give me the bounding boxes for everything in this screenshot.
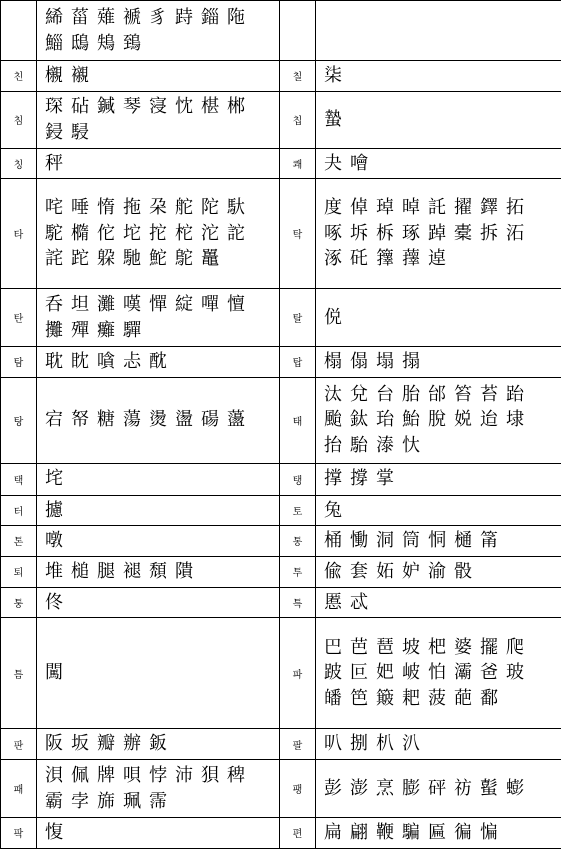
hanja-cell: 噋 bbox=[37, 526, 280, 557]
reading-cell: 쾌 bbox=[280, 148, 316, 179]
reading-cell: 토 bbox=[280, 495, 316, 526]
hanja-cell: 柒 bbox=[316, 61, 561, 92]
hanja-cell: 夬噲 bbox=[316, 148, 561, 179]
table-row bbox=[1, 526, 561, 557]
hanja-cell: 佟 bbox=[37, 587, 280, 618]
table-row bbox=[1, 377, 561, 463]
table-row bbox=[1, 587, 561, 618]
reading-cell: 팍 bbox=[1, 818, 37, 849]
reading-cell: 침 bbox=[1, 91, 37, 148]
reading-cell: 친 bbox=[1, 61, 37, 92]
reading-cell: 탕 bbox=[1, 377, 37, 463]
reading-cell: 팔 bbox=[280, 729, 316, 760]
hanja-cell: 扁翩鞭騙匾徧惼 bbox=[316, 818, 561, 849]
hanja-cell: 榻傝塌搨 bbox=[316, 347, 561, 378]
reading-cell: 칠 bbox=[280, 61, 316, 92]
hanja-cell: 呑坦灘嘆憚綻嘽憻攤殫癱驒 bbox=[37, 289, 280, 347]
reading-cell: 터 bbox=[1, 495, 37, 526]
reading-cell: 판 bbox=[1, 729, 37, 760]
hanja-cell: 浿佩牌唄悖沛狽稗霸孛旆珮霈 bbox=[37, 760, 280, 818]
reading-cell: 탈 bbox=[280, 289, 316, 347]
hanja-cell: 彭澎烹膨砰祊蟚蟛 bbox=[316, 760, 561, 818]
hanja-cell: 慝忒 bbox=[316, 587, 561, 618]
hanja-cell: 蟄 bbox=[316, 91, 561, 148]
reading-cell: 탁 bbox=[280, 179, 316, 289]
hanja-cell: 汰兌台胎邰笞苔跆颱鈦珆鮐脫娧迨埭抬駘溙忕 bbox=[316, 377, 561, 463]
table-row bbox=[1, 463, 561, 495]
reading-cell: 탑 bbox=[280, 347, 316, 378]
hanja-cell: 撑撐掌 bbox=[316, 463, 561, 495]
reading-cell: 태 bbox=[280, 377, 316, 463]
hanja-cell bbox=[316, 1, 561, 61]
hanja-cell: 愎 bbox=[37, 818, 280, 849]
reading-cell: 탱 bbox=[280, 463, 316, 495]
hanja-cell: 侻 bbox=[316, 289, 561, 347]
hanja-cell: 度倬琸晫託擢鐸拓啄坼柝琢踔橐拆沰涿矺籜蘀逴 bbox=[316, 179, 561, 289]
reading-cell: 특 bbox=[280, 587, 316, 618]
hanja-cell: 阪坂瓣辦鈑 bbox=[37, 729, 280, 760]
reading-cell: 패 bbox=[1, 760, 37, 818]
reading-cell: 칭 bbox=[1, 148, 37, 179]
reading-cell: 파 bbox=[280, 618, 316, 729]
reading-cell: 퇴 bbox=[1, 556, 37, 587]
reading-cell: 톤 bbox=[1, 526, 37, 557]
table-row bbox=[1, 347, 561, 378]
table-row bbox=[1, 1, 561, 61]
table-row bbox=[1, 179, 561, 289]
hanja-cell: 垞 bbox=[37, 463, 280, 495]
table-row bbox=[1, 61, 561, 92]
reading-cell: 탄 bbox=[1, 289, 37, 347]
hanja-cell: 巴芭琶坡杷婆擺爬跛叵妑岥怕灞爸玻皤笆簸耙菠葩鄱 bbox=[316, 618, 561, 729]
reading-cell: 틈 bbox=[1, 618, 37, 729]
hanja-cell: 琛砧鍼琴寖忱椹郴鋟駸 bbox=[37, 91, 280, 148]
hanja-cell: 堆槌腿褪頹隤 bbox=[37, 556, 280, 587]
table-row bbox=[1, 91, 561, 148]
table-row bbox=[1, 148, 561, 179]
table-row bbox=[1, 289, 561, 347]
table-row bbox=[1, 495, 561, 526]
table-row bbox=[1, 556, 561, 587]
reading-cell bbox=[1, 1, 37, 61]
hanja-cell: 闖 bbox=[37, 618, 280, 729]
hanja-cell: 兔 bbox=[316, 495, 561, 526]
reading-cell: 택 bbox=[1, 463, 37, 495]
hanja-cell: 耽眈嗿忐酖 bbox=[37, 347, 280, 378]
table-row bbox=[1, 729, 561, 760]
reading-cell: 퉁 bbox=[1, 587, 37, 618]
hanja-cell: 櫬襯 bbox=[37, 61, 280, 92]
reading-cell: 통 bbox=[280, 526, 316, 557]
reading-cell: 편 bbox=[280, 818, 316, 849]
hanja-cell: 桶慟洞筒恫樋筩 bbox=[316, 526, 561, 557]
reading-cell: 타 bbox=[1, 179, 37, 289]
table-row bbox=[1, 618, 561, 729]
table-row bbox=[1, 818, 561, 849]
hanja-cell: 咤唾惰拖朶舵陀馱駝橢佗坨拕柁沱詑詫跎躱馳鮀鴕鼉 bbox=[37, 179, 280, 289]
table-row bbox=[1, 760, 561, 818]
hanja-cell: 秤 bbox=[37, 148, 280, 179]
reading-cell: 칩 bbox=[280, 91, 316, 148]
hanja-cell: 叭捌朳汃 bbox=[316, 729, 561, 760]
hanja-cell: 宕帑糖蕩燙盪碭蘯 bbox=[37, 377, 280, 463]
reading-cell bbox=[280, 1, 316, 61]
hanja-cell: 絺菑薙褫豸跱錙陁鯔鴟鴩鵄 bbox=[37, 1, 280, 61]
reading-cell: 팽 bbox=[280, 760, 316, 818]
reading-cell: 투 bbox=[280, 556, 316, 587]
hanja-cell: 攄 bbox=[37, 495, 280, 526]
table-body bbox=[1, 1, 561, 849]
reading-cell: 탐 bbox=[1, 347, 37, 378]
hanja-cell: 偸套妬妒渝骰 bbox=[316, 556, 561, 587]
